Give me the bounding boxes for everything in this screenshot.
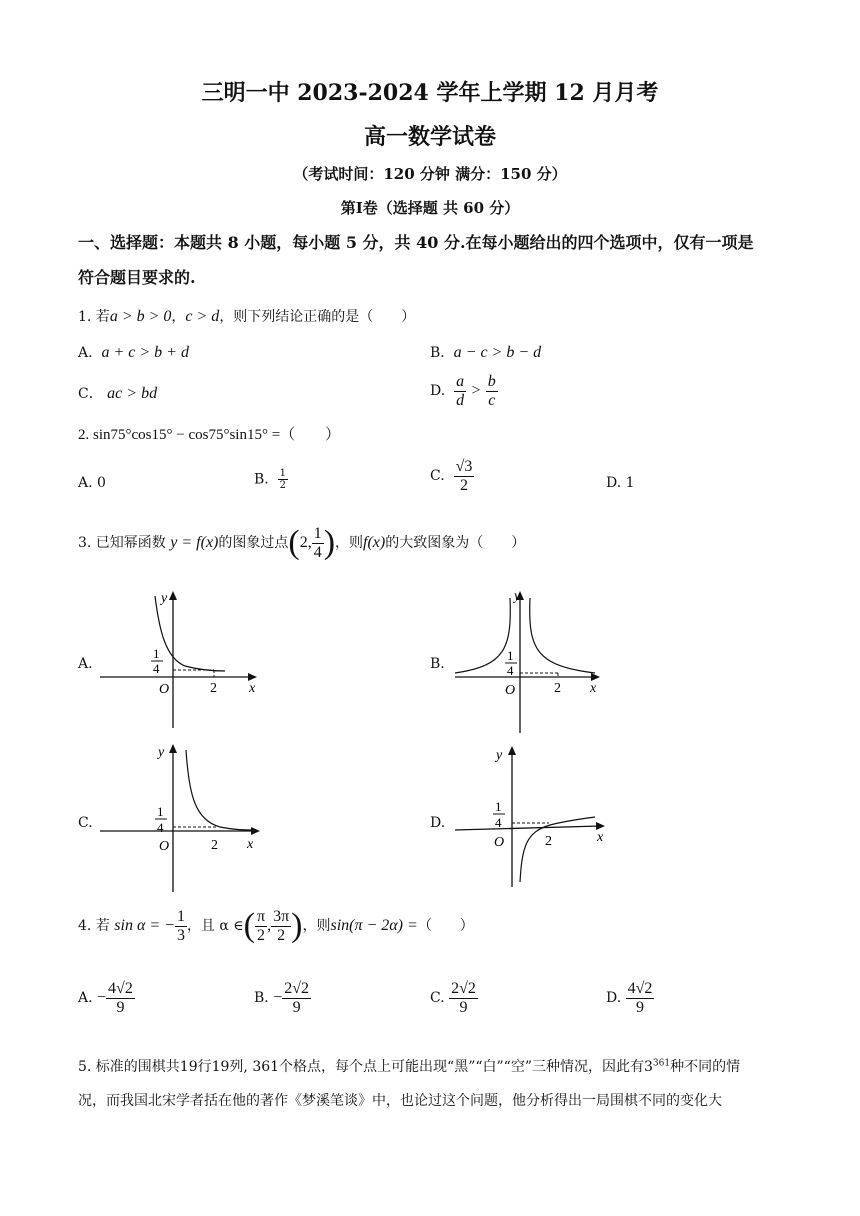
question-1-option-d: D. $\frac{a}{d}$ > $\frac{b}{c}$	[430, 373, 496, 409]
question-1-option-a: A. a + c > b + d	[78, 344, 189, 361]
exam-title: 三明一中 2023-2024 学年上学期 12 月月考	[201, 80, 659, 106]
graph-b-quarter-d: 4	[507, 663, 514, 678]
graph-d-x-label: x	[597, 830, 604, 845]
question-2-stem: 2. sin75°cos15° − cos75°sin15° =（ ）	[78, 427, 341, 443]
graph-b-x-label: x	[590, 681, 597, 696]
question-1-option-c: C． ac > bd	[78, 385, 158, 402]
question-4-option-c: C. $\frac{2√2}{9}$	[430, 980, 476, 1016]
graph-c-x-label: x	[247, 837, 254, 852]
question-1-option-b: B. a − c > b − d	[430, 344, 542, 361]
graph-d-quarter-n: 1	[495, 799, 502, 814]
section-instruction-line1: 一、选择题：本题共 8 小题，每小题 5 分，共 40 分.在每小题给出的四个选项中，仅有一项是	[78, 233, 754, 252]
graph-a-origin: O	[159, 682, 170, 697]
graph-b-tick-2: 2	[554, 681, 561, 696]
question-4-option-b: B. − $\frac{2√2}{9}$	[254, 980, 310, 1016]
question-4-stem: 4. 若 sin α = − $\frac{1}{3}$ ，且 α ∈( $\frac{\pi}{2}$ , $\frac{3\pi}{2}$ )，则sin(π − 2α) =（ ）	[78, 907, 474, 944]
question-2-option-b: B. $\frac{1}{2}$	[254, 468, 287, 491]
question-3-option-c-label: C.	[78, 815, 93, 831]
question-2-option-c: C. $\frac{√3}{2}$	[430, 458, 473, 494]
graph-b	[450, 588, 620, 733]
graph-c-y-label: y	[158, 745, 165, 760]
question-3-stem: 3. 已知幂函数 y = f(x)的图象过点(2, $\frac{1}{4}$ )，则f(x)的大致图象为（ ）	[78, 524, 526, 561]
question-5-line2: 况，而我国北宋学者括在他的著作《梦溪笔谈》中，也论过这个问题，他分析得出一局围棋不同的变化大	[78, 1093, 722, 1109]
graph-d-quarter-d: 4	[495, 815, 502, 830]
question-3-option-b-label: B.	[430, 656, 445, 672]
graph-a-tick-2: 2	[210, 681, 217, 696]
graph-d	[450, 742, 615, 890]
section-instruction-line2: 符合题目要求的.	[78, 268, 196, 287]
graph-c-quarter-n: 1	[157, 804, 164, 819]
graph-d-tick-2: 2	[545, 834, 552, 849]
question-2-option-a: A. 0	[78, 475, 106, 491]
graph-c-origin: O	[159, 839, 170, 854]
question-1-stem: 1. 若a > b > 0，c > d，则下列结论正确的是（ ）	[78, 308, 416, 325]
part-title: 第Ⅰ卷（选择题 共 60 分）	[340, 199, 520, 217]
graph-d-y-label: y	[496, 748, 503, 763]
graph-c-tick-2: 2	[211, 838, 218, 853]
graph-d-origin: O	[494, 835, 505, 850]
question-4-option-a: A. − $\frac{4√2}{9}$	[78, 980, 133, 1016]
question-3-option-a-label: A.	[78, 656, 93, 672]
question-5-line1: 5. 标准的围棋共19行19列, 361个格点，每个点上可能出现“黑”“白”“空”三种情况，因此有$3^{361}$种不同的情	[78, 1058, 741, 1075]
graph-a	[95, 588, 265, 733]
graph-b-origin: O	[505, 683, 516, 698]
question-3-option-d-label: D.	[430, 815, 446, 831]
graph-a-quarter-d: 4	[153, 661, 160, 676]
graph-b-quarter-n: 1	[507, 648, 514, 663]
graph-b-y-label: y	[514, 589, 521, 604]
graph-a-y-label: y	[161, 591, 168, 606]
graph-a-quarter-n: 1	[153, 646, 160, 661]
exam-subject: 高一数学试卷	[363, 124, 496, 150]
exam-info: （考试时间：120 分钟 满分：150 分）	[293, 165, 567, 183]
graph-c-quarter-d: 4	[157, 820, 164, 835]
question-4-option-d: D. $\frac{4√2}{9}$	[606, 980, 653, 1016]
graph-a-x-label: x	[249, 681, 256, 696]
question-2-option-d: D. 1	[606, 475, 635, 491]
graph-c	[95, 740, 270, 895]
